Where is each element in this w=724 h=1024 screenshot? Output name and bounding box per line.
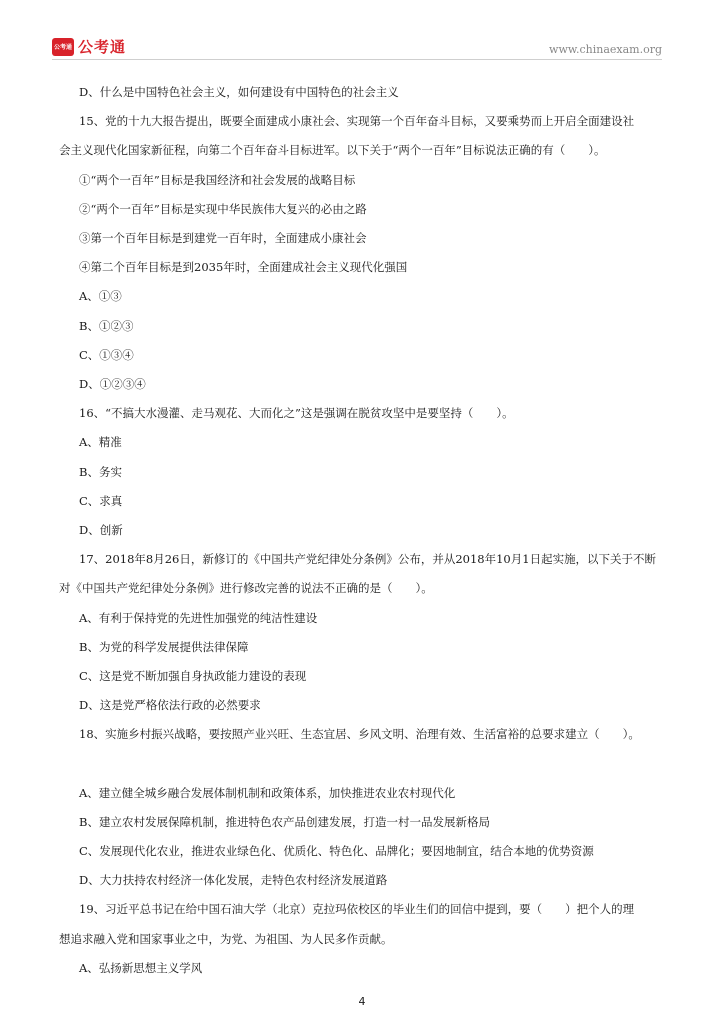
blank-line xyxy=(79,750,669,779)
answer-option: B、建立农村发展保障机制，推进特色农产品创建发展，打造一村一品发展新格局 xyxy=(79,814,490,829)
answer-option: A、有利于保持党的先进性加强党的纯洁性建设 xyxy=(79,610,318,625)
question-16-stem: 16、“不搞大水漫灌、走马观花、大而化之”这是强调在脱贫攻坚中是要坚持（ ）。 xyxy=(79,406,514,421)
answer-option: A、①③ xyxy=(79,289,122,304)
header-divider xyxy=(52,59,662,60)
answer-option: B、为党的科学发展提供法律保障 xyxy=(79,639,249,654)
answer-option: A、精准 xyxy=(79,435,122,450)
answer-option: B、①②③ xyxy=(79,318,134,333)
question-15-stem: 15、党的十九大报告提出，既要全面建成小康社会、实现第一个百年奋斗目标，又要乘势而上开启全面建设社 xyxy=(79,114,635,129)
answer-option: D、①②③④ xyxy=(79,377,146,392)
statement-item: ③第一个百年目标是到建党一百年时，全面建成小康社会 xyxy=(79,231,367,246)
answer-option: C、求真 xyxy=(79,493,123,508)
site-logo[interactable] xyxy=(52,36,126,57)
answer-option: B、务实 xyxy=(79,464,122,479)
answer-option: C、发展现代化农业，推进农业绿色化、优质化、特色化、品牌化；要因地制宜，结合本地的优势资源 xyxy=(79,844,594,859)
question-19-stem-cont: 想追求融入党和国家事业之中，为党、为祖国、为人民多作贡献。 xyxy=(59,931,393,946)
answer-option: A、建立健全城乡融合发展体制机制和政策体系，加快推进农业农村现代化 xyxy=(79,785,456,800)
site-url[interactable]: www.chinaexam.org xyxy=(549,43,662,56)
statement-item: ④第二个百年目标是到2035年时，全面建成社会主义现代化强国 xyxy=(79,260,408,275)
question-18-stem: 18、实施乡村振兴战略，要按照产业兴旺、生态宜居、乡风文明、治理有效、生活富裕的总要求建立（ ）。 xyxy=(79,727,640,742)
statement-item: ②“两个一百年”目标是实现中华民族伟大复兴的必由之路 xyxy=(79,201,367,216)
question-19-stem: 19、习近平总书记在给中国石油大学（北京）克拉玛依校区的毕业生们的回信中提到，要（ ）把个人的理 xyxy=(79,902,635,917)
question-17-stem-cont: 对《中国共产党纪律处分条例》进行修改完善的说法不正确的是（ ）。 xyxy=(59,581,433,596)
page-header xyxy=(0,0,724,62)
answer-option: C、①③④ xyxy=(79,347,134,362)
answer-option: D、创新 xyxy=(79,523,123,538)
text-line: D、什么是中国特色社会主义，如何建设有中国特色的社会主义 xyxy=(79,85,399,99)
answer-option: D、大力扶持农村经济一体化发展，走特色农村经济发展道路 xyxy=(79,873,388,888)
answer-option: A、弘扬新思想主义学风 xyxy=(79,960,203,975)
question-17-stem: 17、2018年8月26日，新修订的《中国共产党纪律处分条例》公布，并从2018年10月1日起实施，以下关于不断 xyxy=(79,552,657,567)
logo-badge: 公考通 xyxy=(52,38,74,56)
logo-text: 公考通 xyxy=(78,38,127,56)
document-body xyxy=(59,78,669,983)
answer-option: D、这是党严格依法行政的必然要求 xyxy=(79,698,261,713)
page-number: 4 xyxy=(358,995,366,1008)
question-15-stem-cont: 会主义现代化国家新征程，向第二个百年奋斗目标进军。以下关于“两个一百年”目标说法正确的有（ ）。 xyxy=(59,143,606,158)
statement-item: ①“两个一百年”目标是我国经济和社会发展的战略目标 xyxy=(79,172,356,187)
answer-option: C、这是党不断加强自身执政能力建设的表现 xyxy=(79,669,307,684)
